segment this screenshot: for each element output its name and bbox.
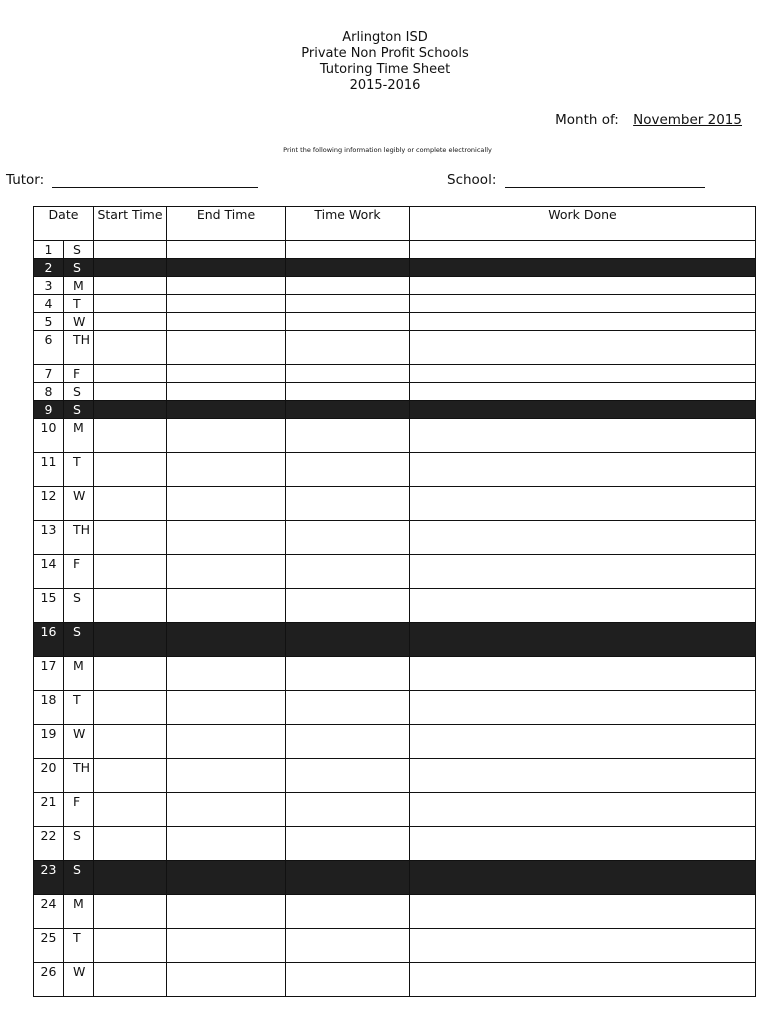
time-work-cell[interactable] (286, 827, 410, 861)
day-number: 19 (34, 725, 64, 759)
time-work-cell[interactable] (286, 623, 410, 657)
day-number: 2 (34, 259, 64, 277)
time-work-cell[interactable] (286, 295, 410, 313)
weekday: S (64, 241, 94, 259)
table-row (34, 521, 756, 555)
start-time-cell[interactable] (94, 929, 167, 963)
end-time-cell[interactable] (167, 861, 286, 895)
weekday: TH (64, 521, 94, 555)
table-row (34, 365, 756, 383)
table-row (34, 657, 756, 691)
table-row (34, 241, 756, 259)
day-number: 3 (34, 277, 64, 295)
day-number: 11 (34, 453, 64, 487)
sheet-title: Tutoring Time Sheet (319, 62, 451, 77)
time-work-cell[interactable] (286, 401, 410, 419)
start-time-cell[interactable] (94, 313, 167, 331)
table-row (34, 827, 756, 861)
table-row (34, 487, 756, 521)
weekday: S (64, 827, 94, 861)
school-label: School: (447, 172, 497, 188)
school-blank[interactable] (505, 175, 705, 188)
start-time-cell[interactable] (94, 419, 167, 453)
weekday: W (64, 487, 94, 521)
start-time-cell[interactable] (94, 589, 167, 623)
work-done-cell[interactable] (410, 623, 756, 657)
work-done-cell[interactable] (410, 383, 756, 401)
time-work-cell[interactable] (286, 793, 410, 827)
weekday: M (64, 895, 94, 929)
work-done-cell[interactable] (410, 589, 756, 623)
tutor-label: Tutor: (6, 172, 45, 188)
table-row (34, 383, 756, 401)
weekday: T (64, 295, 94, 313)
work-done-cell[interactable] (410, 259, 756, 277)
end-time-cell[interactable] (167, 827, 286, 861)
start-time-cell[interactable] (94, 241, 167, 259)
end-time-cell[interactable] (167, 295, 286, 313)
tutor-blank[interactable] (52, 175, 258, 188)
start-time-cell[interactable] (94, 295, 167, 313)
start-time-cell[interactable] (94, 453, 167, 487)
start-time-cell[interactable] (94, 365, 167, 383)
start-time-cell[interactable] (94, 623, 167, 657)
col-start-time: Start Time (94, 207, 167, 241)
time-work-cell[interactable] (286, 487, 410, 521)
day-number: 9 (34, 401, 64, 419)
weekday: S (64, 623, 94, 657)
table-row (34, 861, 756, 895)
start-time-cell[interactable] (94, 657, 167, 691)
start-time-cell[interactable] (94, 521, 167, 555)
work-done-cell[interactable] (410, 691, 756, 725)
work-done-cell[interactable] (410, 365, 756, 383)
end-time-cell[interactable] (167, 895, 286, 929)
col-date: Date (34, 207, 94, 241)
day-number: 26 (34, 963, 64, 997)
work-done-cell[interactable] (410, 895, 756, 929)
work-done-cell[interactable] (410, 313, 756, 331)
time-work-cell[interactable] (286, 331, 410, 365)
start-time-cell[interactable] (94, 277, 167, 295)
day-number: 6 (34, 331, 64, 365)
table-row (34, 277, 756, 295)
table-row (34, 401, 756, 419)
time-work-cell[interactable] (286, 277, 410, 295)
start-time-cell[interactable] (94, 331, 167, 365)
day-number: 1 (34, 241, 64, 259)
end-time-cell[interactable] (167, 929, 286, 963)
time-work-cell[interactable] (286, 313, 410, 331)
table-row (34, 419, 756, 453)
start-time-cell[interactable] (94, 691, 167, 725)
end-time-cell[interactable] (167, 419, 286, 453)
end-time-cell[interactable] (167, 277, 286, 295)
table-row (34, 793, 756, 827)
day-number: 8 (34, 383, 64, 401)
work-done-cell[interactable] (410, 241, 756, 259)
end-time-cell[interactable] (167, 759, 286, 793)
work-done-cell[interactable] (410, 401, 756, 419)
day-number: 18 (34, 691, 64, 725)
program-name: Private Non Profit Schools (301, 46, 469, 61)
weekday: F (64, 365, 94, 383)
work-done-cell[interactable] (410, 295, 756, 313)
work-done-cell[interactable] (410, 929, 756, 963)
day-number: 13 (34, 521, 64, 555)
work-done-cell[interactable] (410, 521, 756, 555)
end-time-cell[interactable] (167, 259, 286, 277)
table-row (34, 313, 756, 331)
start-time-cell[interactable] (94, 793, 167, 827)
day-number: 5 (34, 313, 64, 331)
weekday: M (64, 419, 94, 453)
day-number: 7 (34, 365, 64, 383)
weekday: S (64, 259, 94, 277)
work-done-cell[interactable] (410, 419, 756, 453)
work-done-cell[interactable] (410, 331, 756, 365)
time-work-cell[interactable] (286, 861, 410, 895)
month-field (555, 112, 742, 128)
weekday: M (64, 657, 94, 691)
time-work-cell[interactable] (286, 383, 410, 401)
time-work-cell[interactable] (286, 555, 410, 589)
weekday: S (64, 861, 94, 895)
col-time-work: Time Work (286, 207, 410, 241)
timesheet-table (33, 206, 756, 997)
start-time-cell[interactable] (94, 759, 167, 793)
day-number: 23 (34, 861, 64, 895)
end-time-cell[interactable] (167, 313, 286, 331)
weekday: W (64, 313, 94, 331)
table-row (34, 895, 756, 929)
school-field (447, 172, 705, 188)
work-done-cell[interactable] (410, 487, 756, 521)
day-number: 16 (34, 623, 64, 657)
time-work-cell[interactable] (286, 521, 410, 555)
start-time-cell[interactable] (94, 555, 167, 589)
day-number: 22 (34, 827, 64, 861)
time-work-cell[interactable] (286, 759, 410, 793)
month-value: November 2015 (633, 112, 742, 128)
time-work-cell[interactable] (286, 453, 410, 487)
end-time-cell[interactable] (167, 241, 286, 259)
end-time-cell[interactable] (167, 691, 286, 725)
tutor-field (6, 172, 258, 188)
day-number: 20 (34, 759, 64, 793)
start-time-cell[interactable] (94, 963, 167, 997)
time-work-cell[interactable] (286, 241, 410, 259)
weekday: S (64, 401, 94, 419)
table-row (34, 691, 756, 725)
weekday: TH (64, 331, 94, 365)
end-time-cell[interactable] (167, 401, 286, 419)
time-work-cell[interactable] (286, 691, 410, 725)
day-number: 12 (34, 487, 64, 521)
weekday: F (64, 555, 94, 589)
work-done-cell[interactable] (410, 861, 756, 895)
day-number: 21 (34, 793, 64, 827)
end-time-cell[interactable] (167, 725, 286, 759)
table-row (34, 623, 756, 657)
table-row (34, 331, 756, 365)
time-work-cell[interactable] (286, 895, 410, 929)
weekday: S (64, 589, 94, 623)
day-number: 24 (34, 895, 64, 929)
weekday: M (64, 277, 94, 295)
time-work-cell[interactable] (286, 963, 410, 997)
table-row (34, 929, 756, 963)
start-time-cell[interactable] (94, 861, 167, 895)
weekday: F (64, 793, 94, 827)
day-number: 4 (34, 295, 64, 313)
end-time-cell[interactable] (167, 555, 286, 589)
work-done-cell[interactable] (410, 657, 756, 691)
end-time-cell[interactable] (167, 521, 286, 555)
end-time-cell[interactable] (167, 589, 286, 623)
work-done-cell[interactable] (410, 793, 756, 827)
start-time-cell[interactable] (94, 259, 167, 277)
start-time-cell[interactable] (94, 827, 167, 861)
table-row (34, 555, 756, 589)
end-time-cell[interactable] (167, 963, 286, 997)
table-row (34, 295, 756, 313)
weekday: TH (64, 759, 94, 793)
weekday: W (64, 963, 94, 997)
work-done-cell[interactable] (410, 963, 756, 997)
time-work-cell[interactable] (286, 589, 410, 623)
time-work-cell[interactable] (286, 929, 410, 963)
end-time-cell[interactable] (167, 365, 286, 383)
day-number: 25 (34, 929, 64, 963)
weekday: W (64, 725, 94, 759)
day-number: 14 (34, 555, 64, 589)
time-work-cell[interactable] (286, 259, 410, 277)
end-time-cell[interactable] (167, 487, 286, 521)
work-done-cell[interactable] (410, 759, 756, 793)
time-work-cell[interactable] (286, 725, 410, 759)
start-time-cell[interactable] (94, 725, 167, 759)
instructions: Print the following information legibly or complete electronically (283, 146, 492, 154)
table-header-row (34, 207, 756, 241)
start-time-cell[interactable] (94, 383, 167, 401)
col-work-done: Work Done (410, 207, 756, 241)
document-header (0, 30, 770, 94)
work-done-cell[interactable] (410, 277, 756, 295)
table-row (34, 759, 756, 793)
school-year: 2015-2016 (349, 78, 421, 93)
start-time-cell[interactable] (94, 401, 167, 419)
end-time-cell[interactable] (167, 793, 286, 827)
day-number: 17 (34, 657, 64, 691)
start-time-cell[interactable] (94, 895, 167, 929)
district-name: Arlington ISD (342, 30, 428, 45)
end-time-cell[interactable] (167, 331, 286, 365)
table-row (34, 725, 756, 759)
end-time-cell[interactable] (167, 453, 286, 487)
table-row (34, 963, 756, 997)
start-time-cell[interactable] (94, 487, 167, 521)
month-label: Month of: (555, 112, 619, 128)
work-done-cell[interactable] (410, 725, 756, 759)
work-done-cell[interactable] (410, 453, 756, 487)
weekday: T (64, 453, 94, 487)
weekday: S (64, 383, 94, 401)
col-end-time: End Time (167, 207, 286, 241)
work-done-cell[interactable] (410, 827, 756, 861)
end-time-cell[interactable] (167, 623, 286, 657)
time-work-cell[interactable] (286, 419, 410, 453)
table-row (34, 589, 756, 623)
time-work-cell[interactable] (286, 365, 410, 383)
weekday: T (64, 691, 94, 725)
end-time-cell[interactable] (167, 657, 286, 691)
weekday: T (64, 929, 94, 963)
table-row (34, 259, 756, 277)
end-time-cell[interactable] (167, 383, 286, 401)
day-number: 15 (34, 589, 64, 623)
table-row (34, 453, 756, 487)
work-done-cell[interactable] (410, 555, 756, 589)
day-number: 10 (34, 419, 64, 453)
time-work-cell[interactable] (286, 657, 410, 691)
